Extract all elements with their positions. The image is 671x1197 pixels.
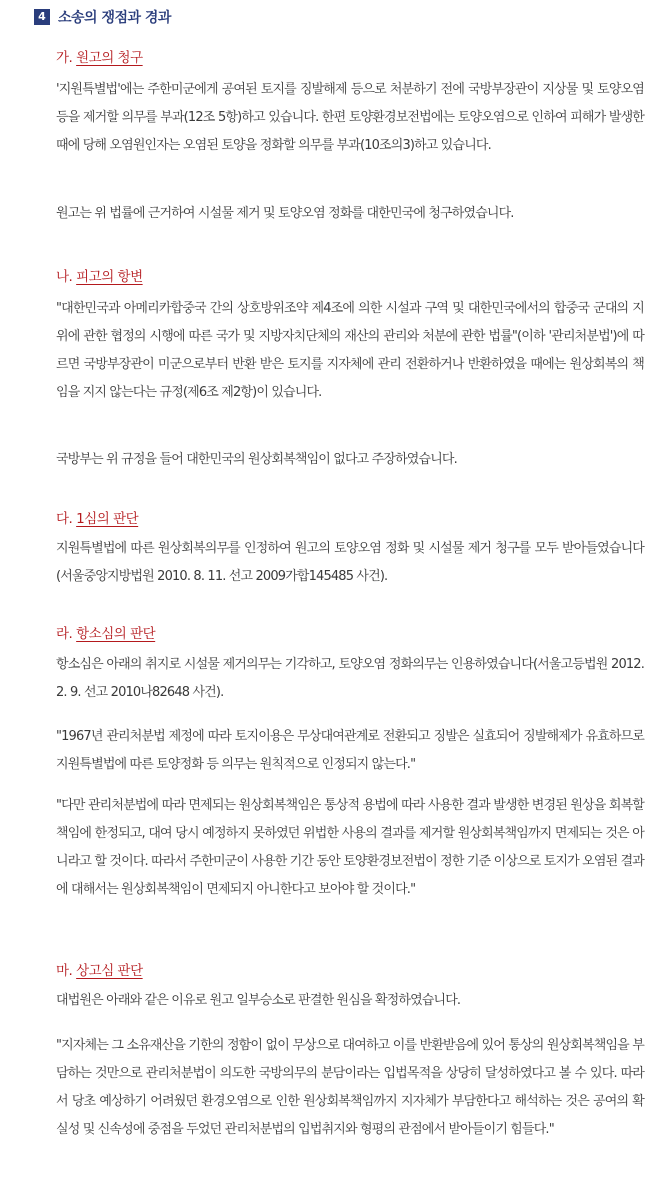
heading-first-instance	[56, 507, 138, 527]
section-title: 소송의 쟁점과 경과	[58, 10, 171, 26]
quote-paragraph: "다만 관리처분법에 따라 면제되는 원상회복책임은 통상적 용법에 따라 사용한 결과 발생한 변경된 원상을 회복할 책임에 한정되고, 대여 당시 예정하지 못하였던 위법한 사용의 결과를 제거할 원상회복책임까지 면제되는 것은 아니라고 할 것이다. 따라서 주한미군이 사용한 기간 동안 토양환경보전법이 정한 기준 이상으로 토지가 오염된 결과에 대해서는 원상회복책임이 면제되지 아니한다고 보아야 할 것이다."	[56, 798, 644, 897]
paragraph: '지원특별법'에는 주한미군에게 공여된 토지를 징발해제 등으로 처분하기 전에 국방부장관이 지상물 및 토양오염 등을 제거할 의무를 부과(12조 5항)하고 있습니다. 한편 토양환경보전법에는 토양오염으로 인하여 피해가 발생한 때에 당해 오염원인자는 오염된 토양을 정화할 의무를 부과(10조의3)하고 있습니다.	[56, 82, 644, 153]
heading-title: 1심의 판단	[76, 511, 139, 527]
paragraph: 대법원은 아래와 같은 이유로 원고 일부승소로 판결한 원심을 확정하였습니다.	[56, 993, 461, 1008]
heading-prefix: 나.	[56, 269, 73, 285]
heading-prefix: 라.	[56, 626, 73, 642]
heading-prefix: 마.	[56, 963, 73, 979]
paragraph: 항소심은 아래의 취지로 시설물 제거의무는 기각하고, 토양오염 정화의무는 인용하였습니다(서울고등법원 2012. 2. 9. 선고 2010나82648 사건).	[56, 657, 644, 700]
paragraph: 원고는 위 법률에 근거하여 시설물 제거 및 토양오염 정화를 대한민국에 청구하였습니다.	[56, 206, 514, 221]
quote-paragraph: "지자체는 그 소유재산을 기한의 정함이 없이 무상으로 대여하고 이를 반환받음에 있어 통상의 원상회복책임을 부담하는 것만으로 관리처분법이 의도한 국방의무의 분담이라는 입법목적을 상당히 달성하였다고 볼 수 있다. 따라서 당초 예상하기 어려웠던 환경오염으로 인한 원상회복책임까지 지자체가 부담한다고 해석하는 것은 공여의 확실성 및 신속성에 중점을 두었던 관리처분법의 입법취지와 형평의 관점에서 받아들이기 힘들다."	[56, 1038, 644, 1137]
quote-paragraph: "1967년 관리처분법 제정에 따라 토지이용은 무상대여관계로 전환되고 징발은 실효되어 징발해제가 유효하므로 지원특별법에 따른 토양정화 등 의무는 원칙적으로 인정되지 않는다."	[56, 729, 644, 772]
heading-appellate-court	[56, 622, 155, 642]
heading-title: 항소심의 판단	[76, 626, 156, 642]
paragraph: "대한민국과 아메리카합중국 간의 상호방위조약 제4조에 의한 시설과 구역 및 대한민국에서의 합중국 군대의 지위에 관한 협정의 시행에 따른 국가 및 지방자치단체의 재산의 관리와 처분에 관한 법률"(이하 '관리처분법')에 따르면 국방부장관이 미군으로부터 반환 받은 토지를 지자체에 관리 전환하거나 반환하였을 때에는 원상회복의 책임을 지지 않는다는 규정(제6조 제2항)이 있습니다.	[56, 301, 644, 400]
paragraph: 국방부는 위 규정을 들어 대한민국의 원상회복책임이 없다고 주장하였습니다.	[56, 452, 457, 467]
heading-title: 상고심 판단	[76, 963, 143, 979]
heading-plaintiff-claim	[56, 46, 143, 66]
heading-supreme-court	[56, 959, 143, 979]
section-number-badge: 4	[34, 9, 50, 25]
heading-prefix: 가.	[56, 50, 73, 66]
paragraph: 지원특별법에 따른 원상회복의무를 인정하여 원고의 토양오염 정화 및 시설물 제거 청구를 모두 받아들였습니다(서울중앙지방법원 2010. 8. 11. 선고 2009가합145485 사건).	[56, 541, 644, 584]
heading-title: 원고의 청구	[76, 50, 143, 66]
heading-title: 피고의 항변	[76, 269, 143, 285]
section-header	[34, 6, 171, 28]
heading-defendant-defense	[56, 265, 143, 285]
heading-prefix: 다.	[56, 511, 73, 527]
